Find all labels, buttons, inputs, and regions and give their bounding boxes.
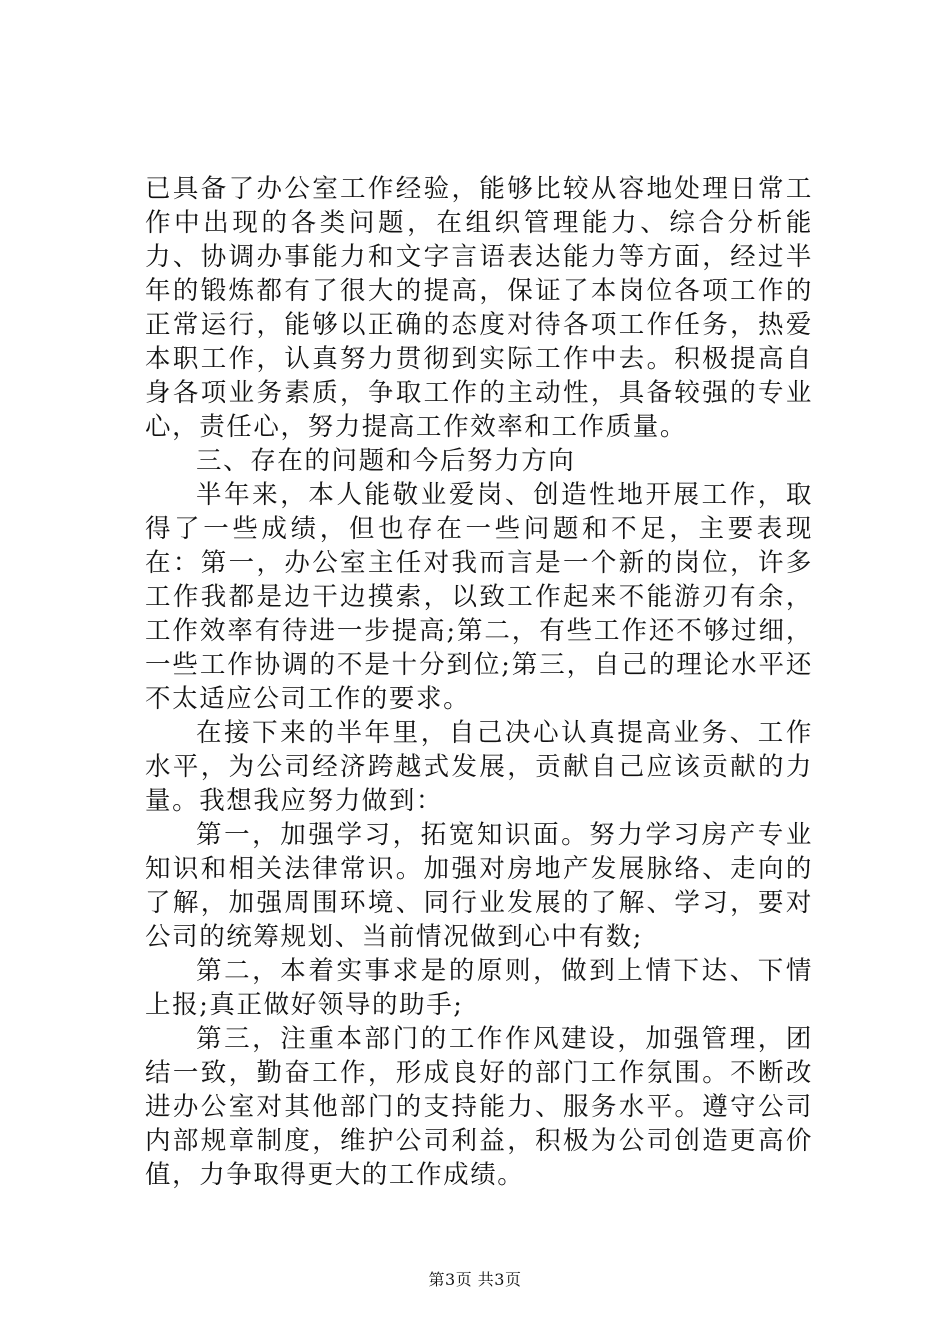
paragraph-1: 已具备了办公室工作经验，能够比较从容地处理日常工作中出现的各类问题，在组织管理能力、综合分析能力、协调办事能力和文字言语表达能力等方面，经过半年的锻炼都有了很大的提高，保证了本岗位各项工作的正常运行，能够以正确的态度对待各项工作任务，热爱本职工作，认真努力贯彻到实际工作中去。积极提高自身各项业务素质，争取工作的主动性，具备较强的专业心，责任心，努力提高工作效率和工作质量。 xyxy=(145,174,813,442)
paragraph-6: 第二，本着实事求是的原则，做到上情下达、下情上报;真正做好领导的助手; xyxy=(145,956,813,1020)
paragraph-7: 第三，注重本部门的工作作风建设，加强管理，团结一致，勤奋工作，形成良好的部门工作氛围。不断改进办公室对其他部门的支持能力、服务水平。遵守公司内部规章制度，维护公司利益，积极为公司创造更高价值，力争取得更大的工作成绩。 xyxy=(145,1024,813,1190)
page-number-footer: 第3页 共3页 xyxy=(428,1270,522,1289)
section-heading: 三、存在的问题和今后努力方向 xyxy=(196,446,576,476)
paragraph-3: 半年来，本人能敬业爱岗、创造性地开展工作，取得了一些成绩，但也存在一些问题和不足，主要表现在：第一，办公室主任对我而言是一个新的岗位，许多工作我都是边干边摸索，以致工作起来不能游刃有余，工作效率有待进一步提高;第二，有些工作还不够过细，一些工作协调的不是十分到位;第三，自己的理论水平还不太适应公司工作的要求。 xyxy=(145,480,813,714)
paragraph-5: 第一，加强学习，拓宽知识面。努力学习房产专业知识和相关法律常识。加强对房地产发展脉络、走向的了解，加强周围环境、同行业发展的了解、学习，要对公司的统筹规划、当前情况做到心中有数; xyxy=(145,820,813,952)
paragraph-4: 在接下来的半年里，自己决心认真提高业务、工作水平，为公司经济跨越式发展，贡献自己应该贡献的力量。我想我应努力做到： xyxy=(145,718,813,816)
document-body xyxy=(145,172,813,1192)
